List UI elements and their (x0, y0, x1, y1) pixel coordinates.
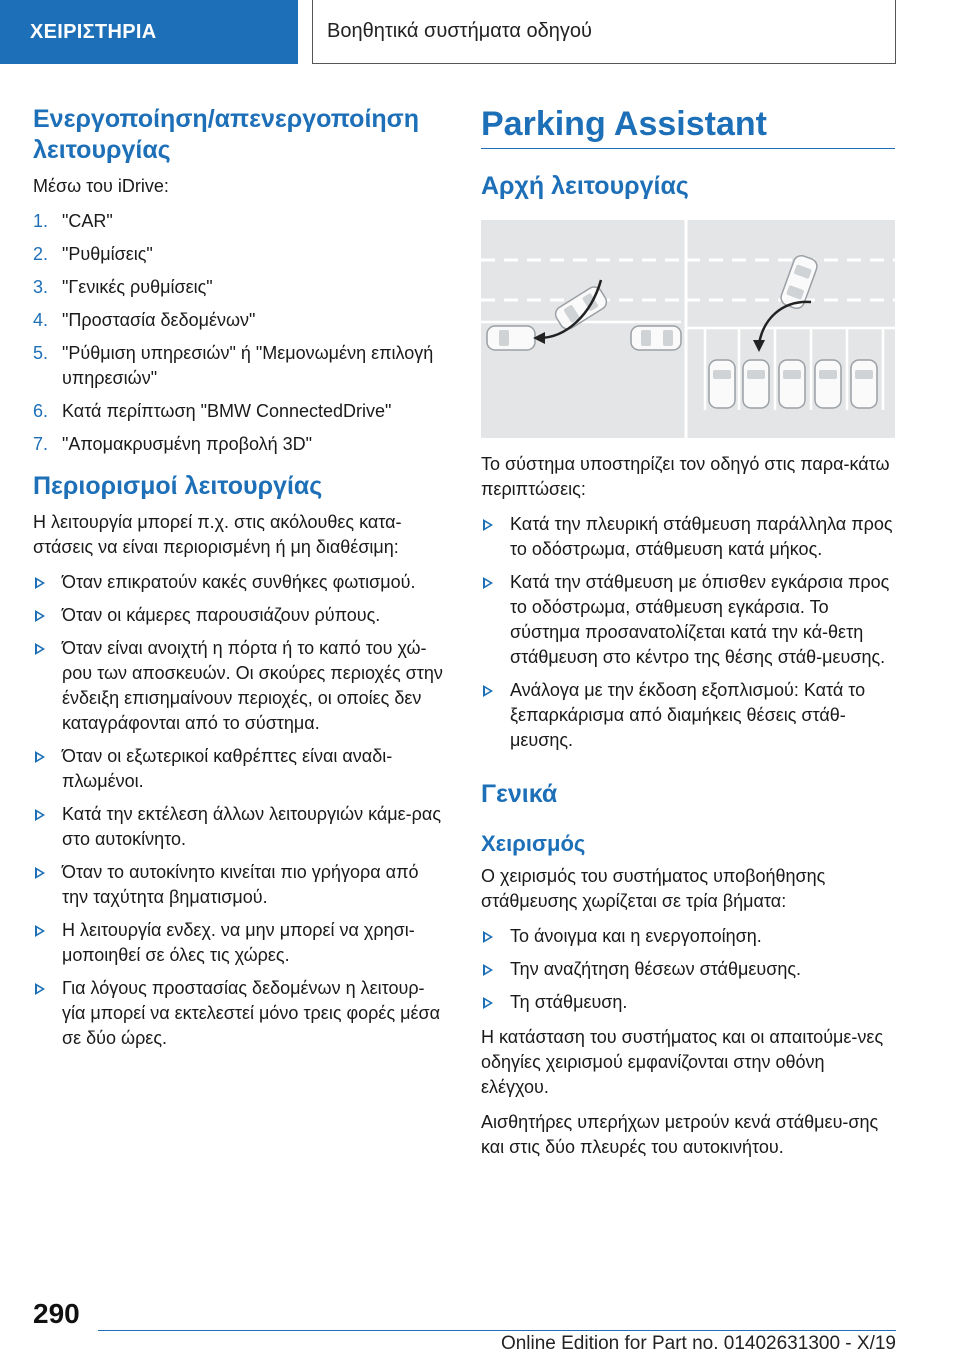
bullet-triangle-icon (35, 643, 45, 655)
limitations-list (33, 570, 447, 1051)
page-title: Parking Assistant (481, 104, 895, 149)
bullet-text: Κατά την πλευρική στάθμευση παράλληλα προς το οδόστρωμα, στάθμευση κατά μήκος. (510, 514, 893, 559)
step-text: Κατά περίπτωση "BMW ConnectedDrive" (62, 401, 392, 421)
list-item (481, 924, 895, 949)
status-paragraph: Η κατάσταση του συστήματος και οι απαιτούμε-νες οδηγίες χειρισμού εμφανίζονται στην οθόνη ελέγχου. (481, 1027, 884, 1097)
heading-limitations: Περιορισμοί λειτουργίας (33, 472, 323, 500)
chapter-title: Βοηθητικά συστήματα οδηγού (327, 20, 592, 42)
right-column (481, 104, 895, 1170)
list-item (481, 990, 895, 1015)
list-item (33, 860, 447, 910)
list-item (481, 570, 895, 670)
heading-general: Γενικά (481, 780, 558, 808)
list-item (33, 399, 447, 424)
bullet-text: Την αναζήτηση θέσεων στάθμευσης. (510, 959, 802, 979)
bullet-triangle-icon (35, 925, 45, 937)
operation-steps (481, 924, 895, 1015)
step-text: "Ρυθμίσεις" (62, 244, 153, 264)
bullet-text: Ανάλογα με την έκδοση εξοπλισμού: Κατά το ξεπαρκάρισμα από διαμήκεις θέσεις στάθ-μευσης. (510, 680, 866, 750)
bullet-triangle-icon (483, 997, 493, 1009)
heading-principle: Αρχή λειτουργίας (481, 172, 689, 200)
idrive-intro: Μέσω του iDrive: (33, 176, 169, 196)
list-item (33, 744, 447, 794)
bullet-triangle-icon (35, 610, 45, 622)
chapter-header (312, 0, 896, 64)
list-item (33, 976, 447, 1051)
list-item (33, 242, 447, 267)
step-text: "CAR" (62, 211, 113, 231)
limitations-intro: Η λειτουργία μπορεί π.χ. στις ακόλουθες κατα-στάσεις να είναι περιορισμένη ή μη διαθέσιμη: (33, 512, 402, 557)
step-text: "Προστασία δεδομένων" (62, 310, 256, 330)
list-item (33, 570, 447, 595)
bullet-triangle-icon (35, 751, 45, 763)
bullet-triangle-icon (35, 809, 45, 821)
page-number: 290 (33, 1298, 80, 1329)
step-text: "Απομακρυσμένη προβολή 3D" (62, 434, 313, 454)
footer-divider (98, 1330, 896, 1331)
list-item (481, 957, 895, 982)
bullet-text: Όταν επικρατούν κακές συνθήκες φωτισμού. (62, 572, 416, 592)
list-item (33, 209, 447, 234)
bullet-text: Κατά την εκτέλεση άλλων λειτουργιών κάμε-ρας στο αυτοκίνητο. (62, 804, 441, 849)
bullet-triangle-icon (483, 519, 493, 531)
parking-illustration (481, 220, 895, 438)
list-item (33, 918, 447, 968)
bullet-text: Η λειτουργία ενδεχ. να μην μπορεί να χρησι-μοποιηθεί σε όλες τις χώρες. (62, 920, 415, 965)
bullet-triangle-icon (35, 577, 45, 589)
step-number: 5. (33, 343, 49, 363)
footer-edition: Online Edition for Part no. 01402631300 - X/19 (500, 1333, 896, 1354)
list-item (33, 275, 447, 300)
operation-intro: Ο χειρισμός του συστήματος υποβοήθησης στάθμευσης χωρίζεται σε τρία βήματα: (481, 866, 826, 911)
bullet-text: Το άνοιγμα και η ενεργοποίηση. (510, 926, 762, 946)
heading-activate: Ενεργοποίηση/απενεργοποίηση λειτουργίας (33, 105, 420, 164)
list-item (33, 341, 447, 391)
bullet-text: Όταν οι εξωτερικοί καθρέπτες είναι αναδι-πλωμένοι. (62, 746, 393, 791)
support-intro: Το σύστημα υποστηρίζει τον οδηγό στις παρα-κάτω περιπτώσεις: (481, 454, 890, 499)
list-item (481, 678, 895, 753)
sensors-paragraph: Αισθητήρες υπερήχων μετρούν κενά στάθμευ-σης και στις δύο πλευρές του αυτοκινήτου. (481, 1112, 879, 1157)
bullet-triangle-icon (35, 867, 45, 879)
step-number: 7. (33, 434, 49, 454)
step-number: 2. (33, 244, 49, 264)
step-text: "Ρύθμιση υπηρεσιών" ή "Μεμονωμένη επιλογή υπηρεσιών" (62, 343, 434, 388)
bullet-text: Κατά την στάθμευση με όπισθεν εγκάρσια προς το οδόστρωμα, στάθμευση εγκάρσια. Το σύστημα προσανατολίζεται κατά την κά-θετη στάθμευση στο κέντρο της θέσης στάθ-μευσης. (510, 572, 890, 667)
bullet-triangle-icon (483, 964, 493, 976)
list-item (33, 802, 447, 852)
section-title: ΧΕΙΡΙΣΤΗΡΙΑ (30, 20, 157, 43)
heading-operation: Χειρισμός (481, 831, 586, 856)
bullet-text: Όταν το αυτοκίνητο κινείται πιο γρήγορα από την ταχύτητα βηματισμού. (62, 862, 419, 907)
bullet-text: Όταν είναι ανοιχτή η πόρτα ή το καπό του χώ-ρου των αποσκευών. Οι σκούρες περιοχές στην ένδειξη επισημαίνουν περιοχές, οι οποίες δεν καταγράφονται από το σύστημα. (62, 638, 443, 733)
list-item (481, 512, 895, 562)
list-item (33, 308, 447, 333)
list-item (33, 432, 447, 457)
list-item (33, 636, 447, 736)
bullet-text: Όταν οι κάμερες παρουσιάζουν ρύπους. (62, 605, 381, 625)
step-text: "Γενικές ρυθμίσεις" (62, 277, 213, 297)
idrive-steps (33, 209, 447, 457)
bullet-triangle-icon (483, 685, 493, 697)
step-number: 6. (33, 401, 49, 421)
bullet-text: Για λόγους προστασίας δεδομένων η λειτουρ-γία μπορεί να εκτελεστεί μόνο τρεις φορές μέσα σε δύο ώρες. (62, 978, 441, 1048)
step-number: 3. (33, 277, 49, 297)
list-item (33, 603, 447, 628)
bullet-text: Τη στάθμευση. (510, 992, 628, 1012)
bullet-triangle-icon (483, 577, 493, 589)
support-list (481, 512, 895, 753)
bullet-triangle-icon (483, 931, 493, 943)
left-column (33, 104, 447, 1061)
bullet-triangle-icon (35, 983, 45, 995)
step-number: 4. (33, 310, 49, 330)
section-tab (0, 0, 298, 64)
step-number: 1. (33, 211, 49, 231)
